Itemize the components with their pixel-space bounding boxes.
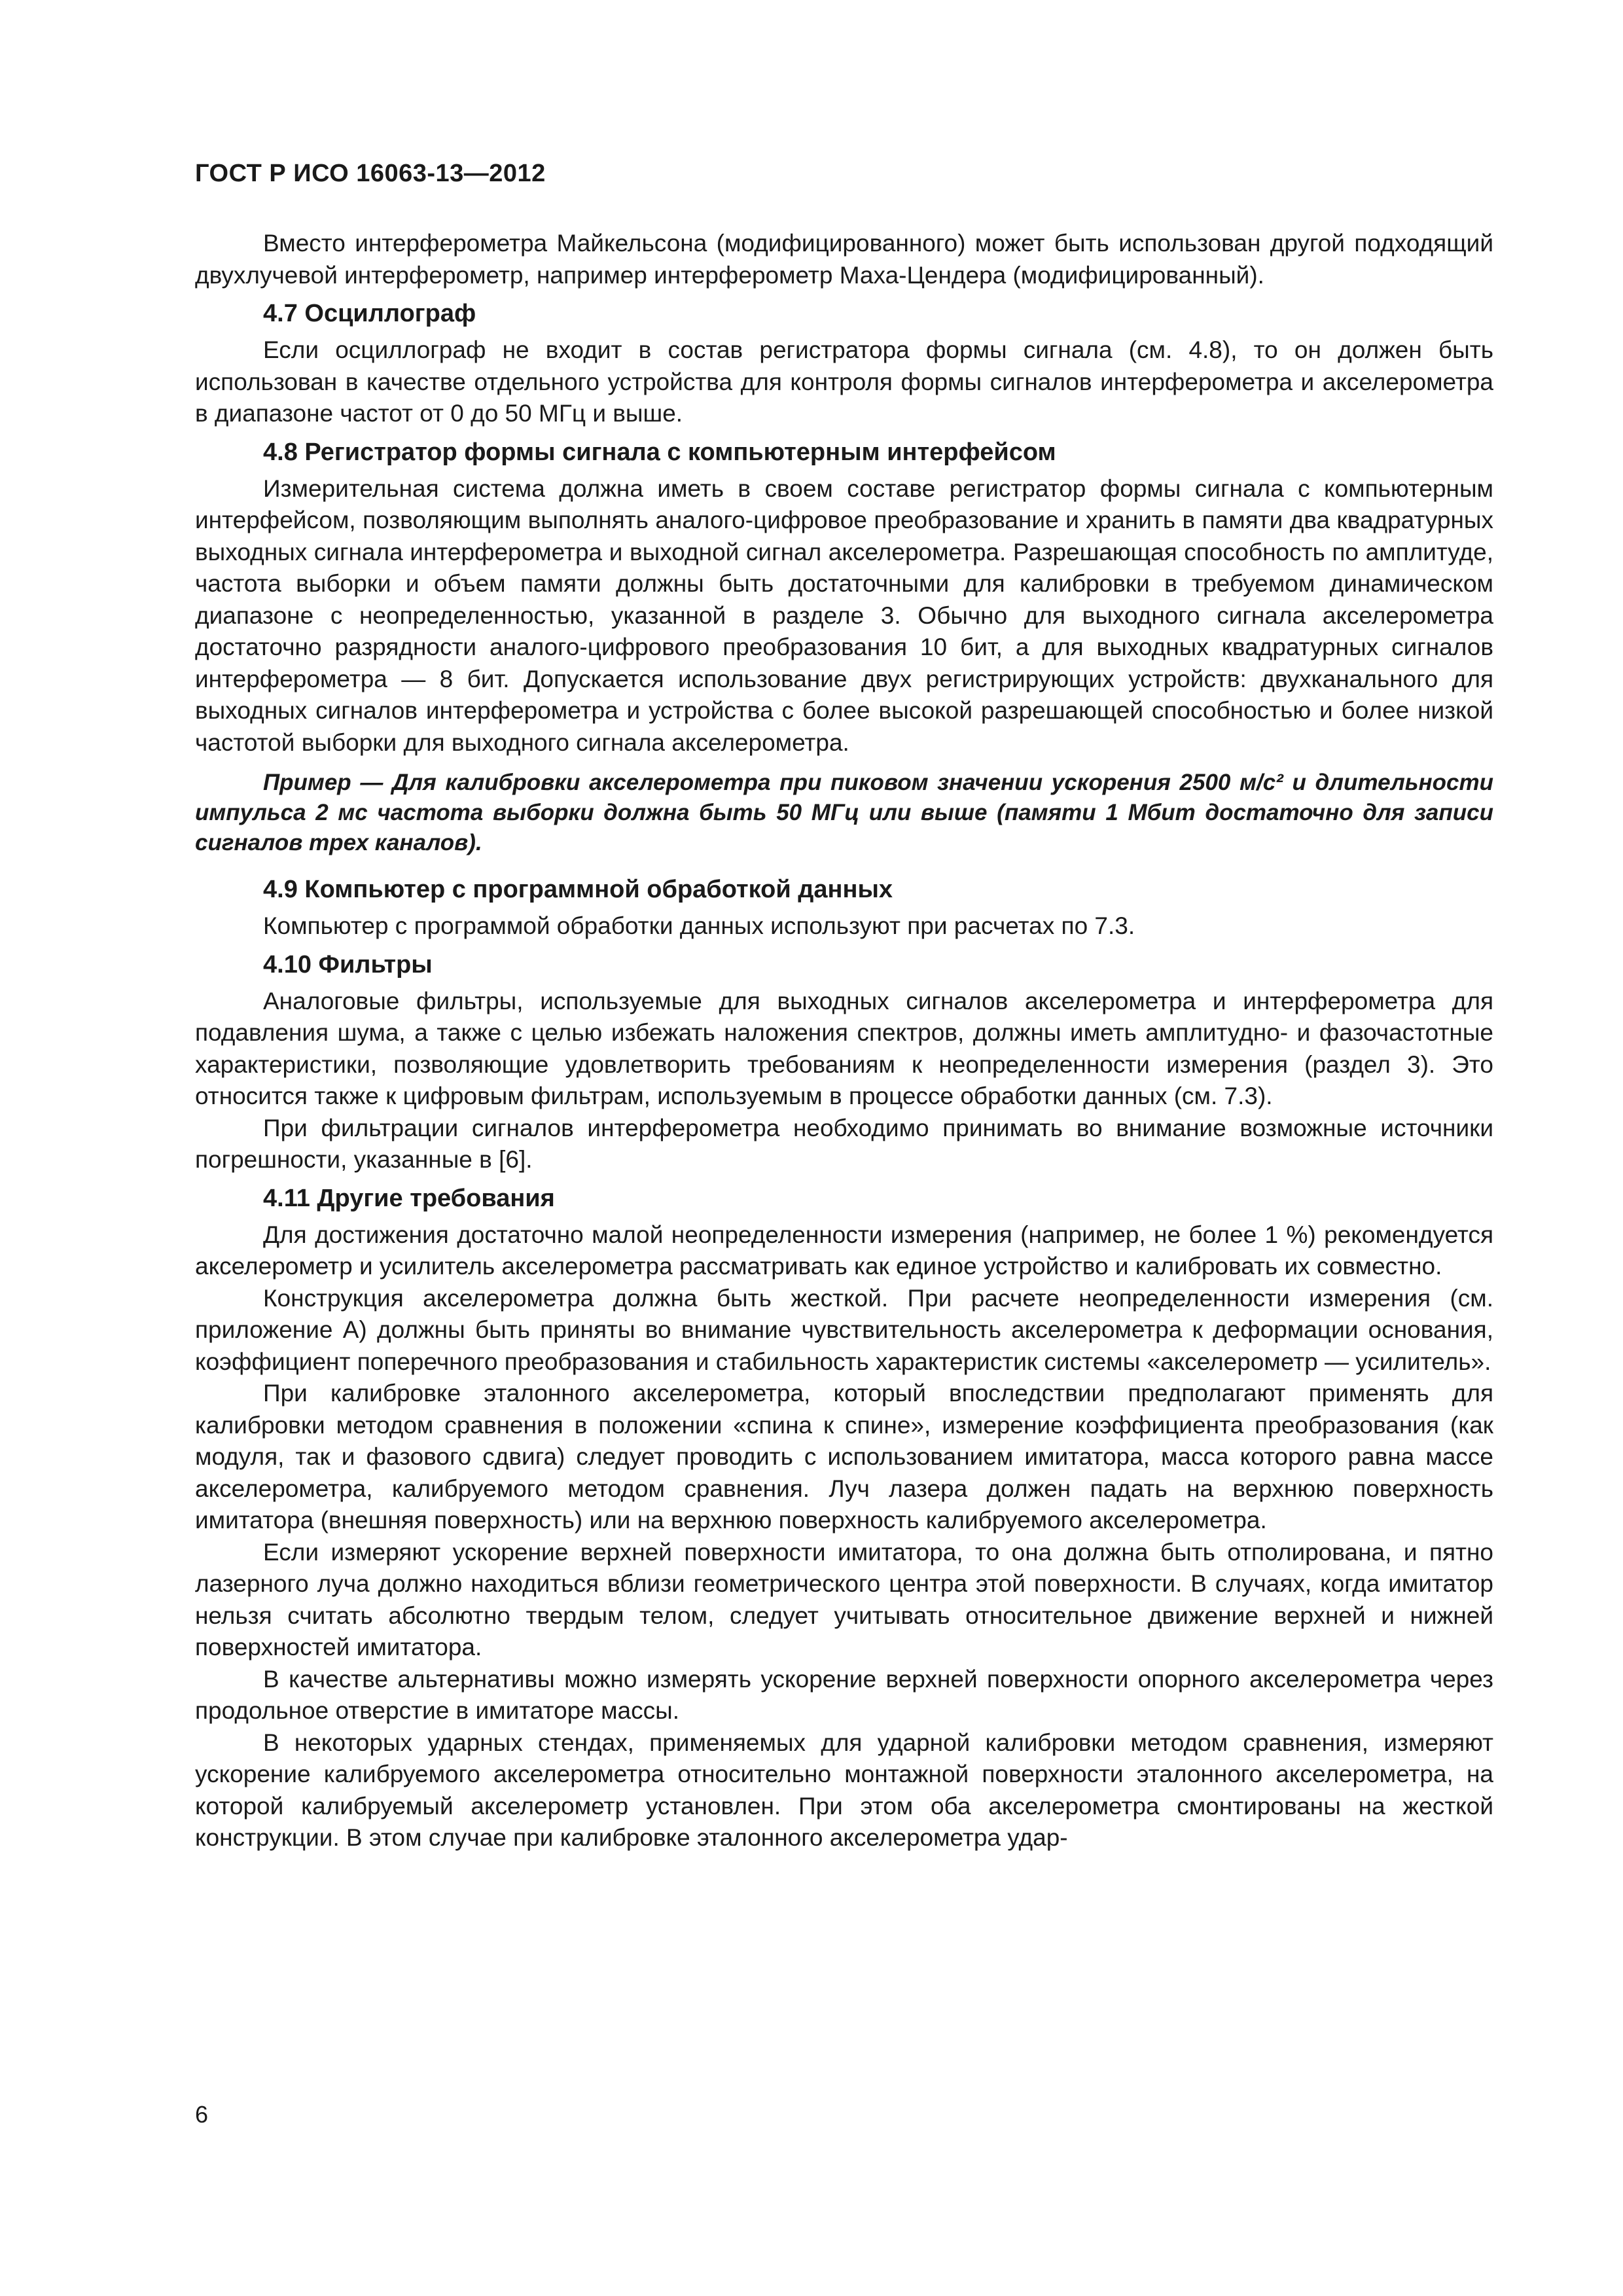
section-heading-4-9: 4.9 Компьютер с программной обработкой данных [263, 876, 893, 903]
paragraph-analog-filters: Аналоговые фильтры, используемые для выходных сигналов акселерометра и интерферометра для подавления шума, а также с целью избежать наложения спектров, должны иметь амплитудно- и фазочастотные характеристики, позволяющие удовлетворить требованиям к неопределенности измерения (раздел 3). Это относится также к цифровым фильтрам, используемым в процессе обработки данных (см. 7.3). [195, 987, 1493, 1109]
standard-header: ГОСТ Р ИСО 16063-13—2012 [195, 160, 546, 187]
section-heading-4-11: 4.11 Другие требования [263, 1184, 555, 1212]
example-note: Пример — Для калибровки акселерометра при пиковом значении ускорения 2500 м/с² и длительности импульса 2 мс частота выборки должна быть 50 МГц или выше (памяти 1 Мбит достаточно для записи сигналов трех каналов). [195, 770, 1493, 855]
paragraph-oscilloscope: Если осциллограф не входит в состав регистратора формы сигнала (см. 4.8), то он должен быть использован в качестве отдельного устройства для контроля формы сигналов интерферометра и акселерометра в диапазоне частот от 0 до 50 МГц и выше. [195, 336, 1493, 427]
paragraph-filtering-errors: При фильтрации сигналов интерферометра необходимо принимать во внимание возможные источники погрешности, указанные в [6]. [195, 1114, 1493, 1173]
page-number: 6 [195, 2101, 209, 2128]
section-heading-4-7: 4.7 Осциллограф [263, 300, 476, 327]
paragraph-uncertainty: Для достижения достаточно малой неопределенности измерения (например, не более 1 %) рекомендуется акселерометр и усилитель акселерометра рассматривать как единое устройство и калибровать их совместно. [195, 1221, 1493, 1280]
paragraph-rigidity: Конструкция акселерометра должна быть жесткой. При расчете неопределенности измерения (см. приложение А) должны быть приняты во внимание чувствительность акселерометра к деформации основания, коэффициент поперечного преобразования и стабильность характеристик системы «акселерометр — усилитель». [195, 1284, 1493, 1375]
section-heading-4-8: 4.8 Регистратор формы сигнала с компьютерным интерфейсом [263, 438, 1056, 466]
section-heading-4-10: 4.10 Фильтры [263, 950, 433, 978]
paragraph-computer: Компьютер с программой обработки данных используют при расчетах по 7.3. [263, 912, 1135, 939]
paragraph-waveform-recorder: Измерительная система должна иметь в своем составе регистратор формы сигнала с компьютерным интерфейсом, позволяющим выполнять аналого-цифровое преобразование и хранить в памяти два квадратурных выходных сигнала интерферометра и выходной сигнал акселерометра. Разрешающая способность по амплитуде, частота выборки и объем памяти должны быть достаточными для калибровки в требуемом динамическом диапазоне с неопределенностью, указанной в разделе 3. Обычно для выходного сигнала акселерометра достаточно разрядности аналого-цифрового преобразования 10 бит, а для выходных квадратурных сигналов интерферометра — 8 бит. Допускается использование двух регистрирующих устройств: двухканального для выходных сигналов интерферометра и устройства с более высокой разрешающей способностью и более низкой частотой выборки для выходного сигнала акселерометра. [195, 475, 1493, 756]
paragraph-dummy-surface: Если измеряют ускорение верхней поверхности имитатора, то она должна быть отполирована, и пятно лазерного луча должно находиться вблизи геометрического центра этой поверхности. В случаях, когда имитатор нельзя считать абсолютно твердым телом, следует учитывать относительное движение верхней и нижней поверхностей имитатора. [195, 1538, 1493, 1660]
paragraph-shock-exciters: В некоторых ударных стендах, применяемых для ударной калибровки методом сравнения, измеряют ускорение калибруемого акселерометра относительно монтажной поверхности эталонного акселерометра, на которой калибруемый акселерометр установлен. При этом оба акселерометра смонтированы на жесткой конструкции. В этом случае при калибровке эталонного акселерометра удар- [195, 1729, 1493, 1851]
paragraph-reference-calibration: При калибровке эталонного акселерометра, который впоследствии предполагают применять для калибровки методом сравнения в положении «спина к спине», измерение коэффициента преобразования (как модуля, так и фазового сдвига) следует проводить с использованием имитатора, масса которого равна массе акселерометра, калибруемого методом сравнения. Луч лазера должен падать на верхнюю поверхность имитатора (внешняя поверхность) или на верхнюю поверхность калибруемого акселерометра. [195, 1380, 1493, 1534]
paragraph-interferometer-alternative: Вместо интерферометра Майкельсона (модифицированного) может быть использован другой подходящий двухлучевой интерферометр, например интерферометр Маха-Цендера (модифицированный). [195, 230, 1493, 289]
paragraph-alternative-measurement: В качестве альтернативы можно измерять ускорение верхней поверхности опорного акселерометра через продольное отверстие в имитаторе массы. [195, 1665, 1493, 1724]
document-body [195, 228, 1493, 1854]
